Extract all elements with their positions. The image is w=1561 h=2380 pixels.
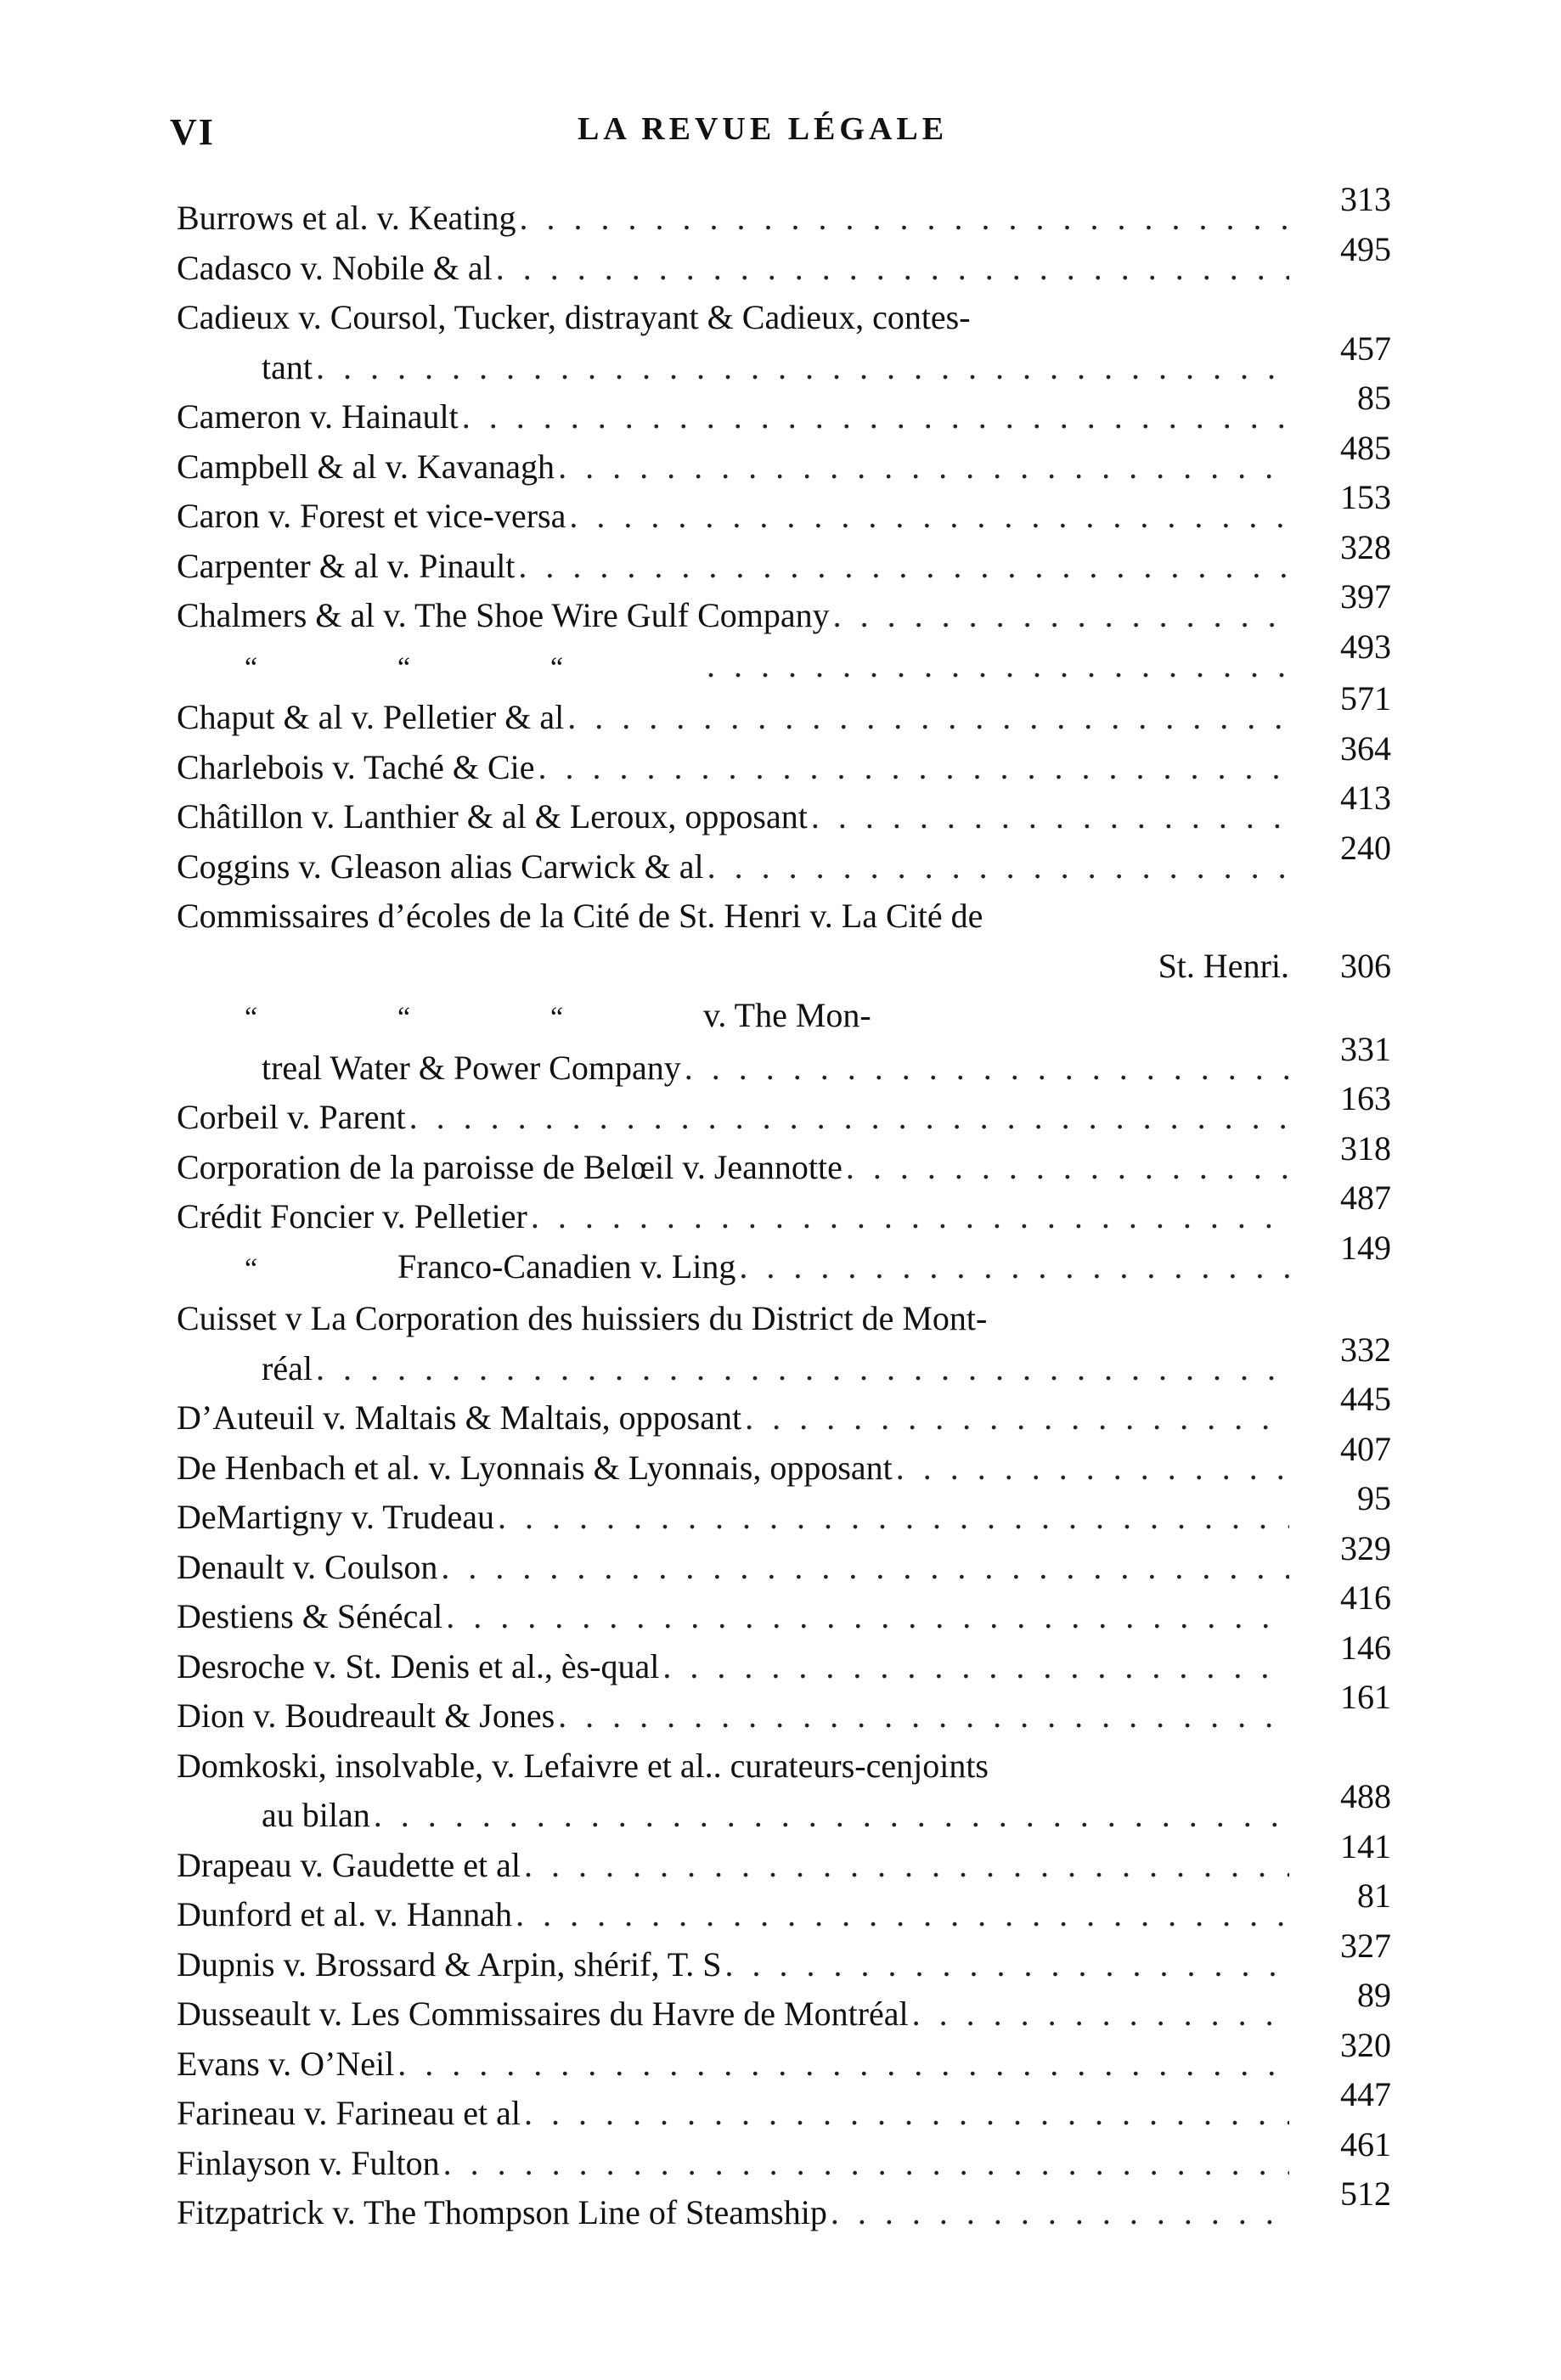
index-entry (177, 1528, 1391, 1593)
dot-leader (459, 392, 1289, 442)
dot-leader (394, 2040, 1289, 2090)
ditto-mark: “ (550, 1002, 564, 1033)
page-number: 306 (1340, 946, 1391, 985)
case-title: Châtillon v. Lanthier & al & Leroux, opposant (177, 797, 808, 836)
index-entry (177, 428, 1391, 492)
entry-line (177, 1380, 1391, 1443)
index-entry (177, 1429, 1391, 1494)
page-number: 327 (1340, 1926, 1391, 1965)
index-entry (177, 1876, 1391, 1940)
page-number: 85 (1357, 379, 1391, 417)
page-number: 332 (1340, 1330, 1391, 1369)
case-title: Dusseault v. Les Commissaires du Havre de Montréal (177, 1995, 909, 2033)
entry-line (177, 892, 1391, 942)
case-title: Finlayson v. Fulton (177, 2143, 440, 2182)
case-title-continued: treal Water & Power Company (262, 1048, 681, 1087)
index-entry (177, 379, 1391, 442)
dot-leader (521, 2089, 1289, 2139)
case-title: Chalmers & al v. The Shoe Wire Gulf Company (177, 596, 830, 634)
index-entry (177, 577, 1391, 641)
case-title: Dupnis v. Brossard & Arpin, shérif, T. S (177, 1944, 722, 1983)
dot-leader (313, 343, 1289, 393)
page-number: 487 (1340, 1179, 1391, 1217)
entry-line (177, 2124, 1391, 2189)
page-number: 488 (1340, 1777, 1391, 1815)
case-title: Farineau v. Farineau et al (177, 2094, 521, 2132)
entry-line (177, 1029, 1391, 1094)
dot-leader (827, 2188, 1289, 2238)
page-number: 331 (1340, 1029, 1391, 1068)
page-number: 313 (1340, 180, 1391, 218)
entry-line (177, 2025, 1391, 2090)
ditto-mark: “ (550, 651, 564, 684)
entry-line (177, 828, 1391, 892)
page-number: 141 (1340, 1826, 1391, 1865)
dot-leader (527, 1192, 1289, 1242)
dot-leader (842, 1143, 1289, 1193)
page-number: 163 (1340, 1079, 1391, 1117)
page-number: 149 (1340, 1228, 1391, 1267)
case-title-continued: réal (262, 1348, 313, 1387)
page-number: 447 (1340, 2075, 1391, 2113)
entry-line (177, 1741, 1391, 1792)
case-title: Drapeau v. Gaudette et al (177, 1845, 521, 1884)
entry-line (177, 577, 1391, 641)
case-title: Charlebois v. Taché & Cie (177, 747, 535, 786)
page-number: 240 (1340, 828, 1391, 867)
entry-line (177, 1628, 1391, 1692)
entry-line (177, 991, 1391, 1044)
entry-line (177, 229, 1391, 294)
index-entry (177, 1179, 1391, 1242)
case-title: Crédit Foncier v. Pelletier (177, 1197, 527, 1235)
case-title: Fitzpatrick v. The Thompson Line of Steamship (177, 2193, 827, 2231)
index-entry (177, 478, 1391, 542)
page-number: 161 (1340, 1678, 1391, 1716)
page-number: 493 (1340, 627, 1391, 666)
dot-leader (494, 1493, 1289, 1543)
dot-leader (721, 1940, 1289, 1990)
index-entry (177, 627, 1391, 694)
case-title: Domkoski, insolvable, v. Lefaivre et al.. curateurs-cenjoints (177, 1746, 989, 1785)
dot-leader (521, 1841, 1289, 1891)
dot-leader (555, 442, 1289, 492)
page-number: 146 (1340, 1628, 1391, 1667)
dot-leader (830, 591, 1289, 641)
case-title: Burrows et al. v. Keating (177, 199, 516, 237)
entry-line (177, 1330, 1391, 1394)
index-entry (177, 180, 1391, 244)
entry-line (177, 180, 1391, 244)
case-title: Dunford et al. v. Hannah (177, 1895, 513, 1933)
index-entry (177, 2124, 1391, 2189)
entry-line (177, 1826, 1391, 1891)
case-index (177, 180, 1391, 2238)
case-title: Cadasco v. Nobile & al (177, 248, 493, 287)
index-entry (177, 1826, 1391, 1891)
index-entry (177, 1578, 1391, 1642)
page-number: 495 (1340, 229, 1391, 268)
case-title: Dion v. Boudreault & Jones (177, 1696, 555, 1735)
dot-leader (659, 1642, 1289, 1692)
case-title: Evans v. O’Neil (177, 2044, 395, 2083)
page-folio: VI (170, 111, 215, 153)
running-title: LA REVUE LÉGALE (578, 111, 949, 147)
dot-leader (516, 194, 1289, 244)
dot-leader (406, 1093, 1289, 1143)
page-number: 89 (1357, 1976, 1391, 2014)
page-number: 445 (1340, 1380, 1391, 1418)
page-number: 485 (1340, 428, 1391, 467)
entry-line (177, 1179, 1391, 1242)
entry-line (177, 679, 1391, 743)
entry-line (177, 1079, 1391, 1143)
dot-leader (741, 1393, 1289, 1443)
entry-line (177, 1479, 1391, 1543)
page-number: 416 (1340, 1578, 1391, 1617)
dot-leader (437, 1543, 1289, 1593)
dot-leader (512, 1890, 1289, 1940)
entry-line (177, 1228, 1391, 1295)
page-header (170, 110, 1401, 161)
index-entry (177, 779, 1391, 842)
index-entry (177, 2175, 1391, 2238)
ditto-mark: “ (245, 1002, 258, 1033)
dot-leader (808, 792, 1289, 842)
case-title: v. The Mon- (703, 996, 871, 1034)
index-entry (177, 1678, 1391, 1741)
index-entry (177, 1128, 1391, 1193)
case-title: Franco-Canadien v. Ling (397, 1246, 736, 1286)
dot-leader (893, 1443, 1289, 1494)
page-number: 329 (1340, 1528, 1391, 1567)
page-number: 571 (1340, 679, 1391, 717)
index-entry (177, 1380, 1391, 1443)
index-entry (177, 1628, 1391, 1692)
case-title: Campbell & al v. Kavanagh (177, 447, 555, 486)
index-entry (177, 293, 1391, 392)
page-number: 461 (1340, 2124, 1391, 2163)
case-title: Commissaires d’écoles de la Cité de St. Henri v. La Cité de (177, 897, 983, 935)
page-number: 95 (1357, 1479, 1391, 1517)
index-entry (177, 229, 1391, 294)
index-entry (177, 828, 1391, 892)
case-title: Caron v. Forest et vice-versa (177, 497, 566, 535)
page-number: 512 (1340, 2175, 1391, 2213)
case-title-continued: St. Henri. (1158, 946, 1289, 985)
entry-line (177, 527, 1391, 592)
entry-line (177, 1678, 1391, 1741)
entry-line (177, 2075, 1391, 2139)
dot-leader (735, 1242, 1289, 1292)
index-entry (177, 892, 1391, 991)
page-number: 397 (1340, 577, 1391, 616)
index-entry (177, 1741, 1391, 1841)
dot-leader (515, 542, 1289, 592)
ditto-mark: “ (245, 1252, 258, 1285)
case-title: Cameron v. Hainault (177, 397, 459, 436)
entry-line (177, 1528, 1391, 1593)
entry-line (177, 729, 1391, 793)
dot-leader (704, 842, 1289, 892)
case-title-continued: tant (262, 347, 313, 386)
ditto-mark: “ (397, 651, 411, 684)
entry-line (177, 779, 1391, 842)
index-entry (177, 1294, 1391, 1393)
page-number: 407 (1340, 1429, 1391, 1468)
index-entry (177, 2025, 1391, 2090)
dot-leader (681, 1044, 1289, 1094)
index-entry (177, 2075, 1391, 2139)
index-entry (177, 991, 1391, 1093)
dot-leader (535, 743, 1289, 793)
entry-line (177, 478, 1391, 542)
page-number: 364 (1340, 729, 1391, 768)
case-title: Cadieux v. Coursol, Tucker, distrayant & Cadieux, contes- (177, 298, 971, 336)
case-title: Corbeil v. Parent (177, 1098, 406, 1136)
dot-leader (370, 1791, 1289, 1841)
case-title: Desroche v. St. Denis et al., ès-qual (177, 1646, 660, 1685)
case-title: Destiens & Sénécal (177, 1597, 443, 1635)
case-title: Coggins v. Gleason alias Carwick & al (177, 847, 704, 886)
index-entry (177, 1976, 1391, 2040)
entry-line (177, 1876, 1391, 1940)
page-number: 328 (1340, 527, 1391, 566)
dot-leader (440, 2139, 1289, 2189)
entry-line (177, 1128, 1391, 1193)
page-number: 457 (1340, 329, 1391, 368)
case-title: Corporation de la paroisse de Belœil v. Jeannotte (177, 1147, 842, 1186)
entry-line (177, 379, 1391, 442)
page-number: 318 (1340, 1128, 1391, 1167)
case-title: DeMartigny v. Trudeau (177, 1498, 495, 1536)
page-number: 81 (1357, 1876, 1391, 1915)
entry-line (177, 1429, 1391, 1494)
entry-line (177, 1578, 1391, 1642)
case-title: Carpenter & al v. Pinault (177, 546, 516, 585)
ditto-mark: “ (397, 1002, 411, 1033)
case-title: Denault v. Coulson (177, 1547, 438, 1586)
entry-line (177, 1976, 1391, 2040)
index-entry (177, 1228, 1391, 1295)
dot-leader (442, 1592, 1289, 1642)
entry-line (177, 293, 1391, 343)
case-title: De Henbach et al. v. Lyonnais & Lyonnais, opposant (177, 1448, 893, 1487)
dot-leader (555, 1691, 1289, 1741)
entry-line (177, 627, 1391, 694)
page-number: 320 (1340, 2025, 1391, 2064)
ditto-mark: “ (245, 651, 258, 684)
index-entry (177, 527, 1391, 592)
entry-line (177, 942, 1391, 992)
index-entry (177, 1079, 1391, 1143)
page-number: 413 (1340, 779, 1391, 817)
dot-leader (909, 1989, 1289, 2040)
case-title: Chaput & al v. Pelletier & al (177, 698, 565, 736)
entry-line (177, 1294, 1391, 1344)
entry-line (177, 329, 1391, 393)
dot-leader (703, 641, 1289, 691)
page-number: 153 (1340, 478, 1391, 516)
dot-leader (313, 1344, 1289, 1394)
entry-line (177, 1926, 1391, 1990)
case-title-continued: au bilan (262, 1796, 370, 1834)
index-entry (177, 1479, 1391, 1543)
dot-leader (566, 492, 1289, 542)
index-entry (177, 1926, 1391, 1990)
case-title: D’Auteuil v. Maltais & Maltais, opposant (177, 1398, 742, 1437)
index-entry (177, 729, 1391, 793)
entry-line (177, 2175, 1391, 2238)
index-entry (177, 679, 1391, 743)
entry-line (177, 1777, 1391, 1841)
entry-line (177, 428, 1391, 492)
dot-leader (493, 244, 1289, 294)
dot-leader (564, 693, 1289, 743)
case-title: Cuisset v La Corporation des huissiers du District de Mont- (177, 1299, 988, 1337)
